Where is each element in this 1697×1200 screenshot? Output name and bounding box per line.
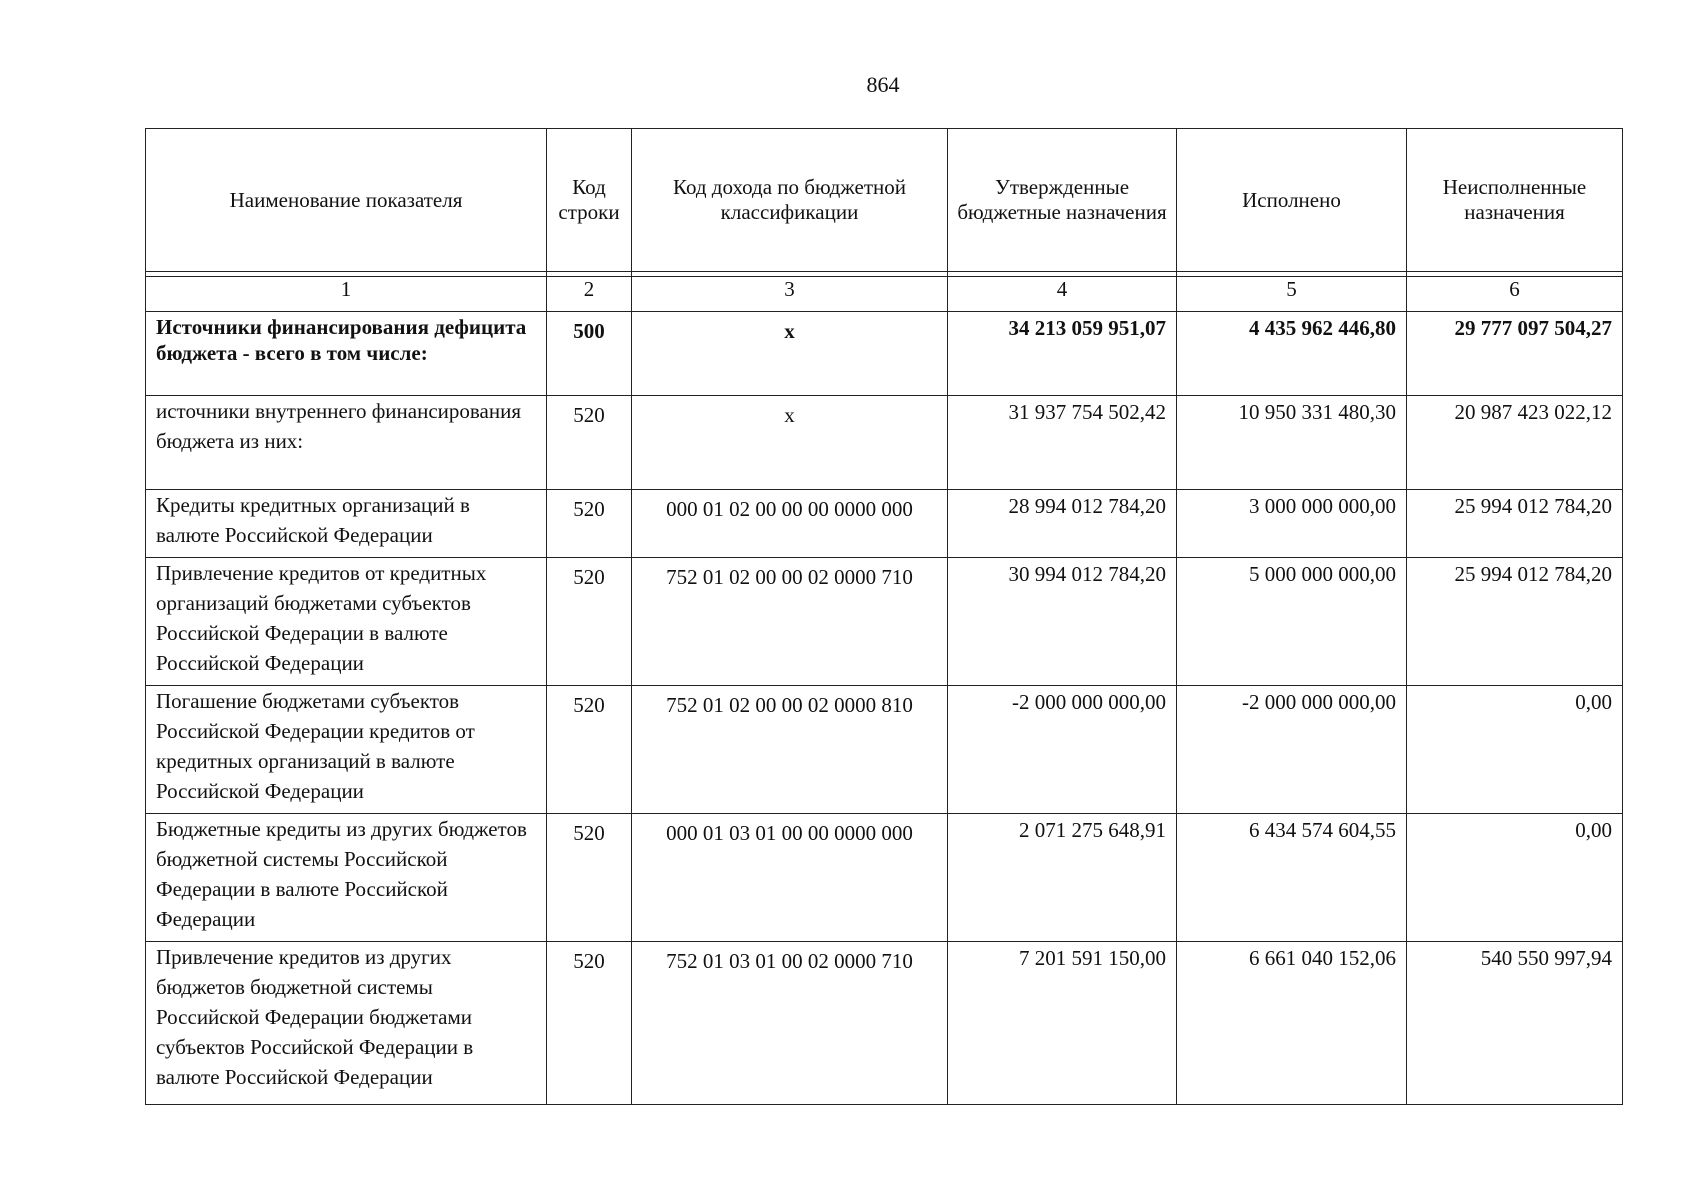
approved-amount: 28 994 012 784,20 [948,490,1177,558]
unexecuted-amount: 25 994 012 784,20 [1407,490,1623,558]
budget-sources-table [145,128,1623,1105]
unexecuted-amount: 29 777 097 504,27 [1407,312,1623,396]
header-executed: Исполнено [1177,129,1407,272]
unexecuted-amount: 0,00 [1407,686,1623,814]
indicator-name: Привлечение кредитов от кредитных организаций бюджетами субъектов Российской Федерации в валюте Российской Федерации [146,558,547,686]
header-row [146,129,1623,272]
executed-amount: 4 435 962 446,80 [1177,312,1407,396]
unexecuted-amount: 20 987 423 022,12 [1407,396,1623,490]
classification-code: 752 01 03 01 00 02 0000 710 [632,942,948,1105]
classification-code: 752 01 02 00 00 02 0000 810 [632,686,948,814]
line-code: 520 [547,814,632,942]
executed-amount: 3 000 000 000,00 [1177,490,1407,558]
unexecuted-amount: 0,00 [1407,814,1623,942]
header-indicator-name: Наименование показателя [146,129,547,272]
line-code: 520 [547,396,632,490]
classification-code: 000 01 02 00 00 00 0000 000 [632,490,948,558]
executed-amount: -2 000 000 000,00 [1177,686,1407,814]
table-row [146,558,1623,686]
indicator-name: Привлечение кредитов из других бюджетов бюджетной системы Российской Федерации бюджетами субъектов Российской Федерации в валюте Российской Федерации [146,942,547,1105]
column-number: 1 [146,277,547,312]
line-code: 500 [547,312,632,396]
column-number: 3 [632,277,948,312]
approved-amount: 30 994 012 784,20 [948,558,1177,686]
header-approved-assignments: Утвержденные бюджетные назначения [948,129,1177,272]
page-number: 864 [866,72,900,97]
indicator-name: Источники финансирования дефицита бюджета - всего в том числе: [146,312,547,396]
table-row [146,396,1623,490]
column-number: 2 [547,277,632,312]
table-row [146,686,1623,814]
executed-amount: 5 000 000 000,00 [1177,558,1407,686]
approved-amount: 31 937 754 502,42 [948,396,1177,490]
classification-code: 000 01 03 01 00 00 0000 000 [632,814,948,942]
approved-amount: 34 213 059 951,07 [948,312,1177,396]
table-row-total [146,312,1623,396]
classification-code: x [632,312,948,396]
line-code: 520 [547,942,632,1105]
line-code: 520 [547,686,632,814]
indicator-name: Бюджетные кредиты из других бюджетов бюджетной системы Российской Федерации в валюте Российской Федерации [146,814,547,942]
line-code: 520 [547,558,632,686]
table-row [146,490,1623,558]
indicator-name: источники внутреннего финансирования бюджета из них: [146,396,547,490]
table-row [146,814,1623,942]
indicator-name: Кредиты кредитных организаций в валюте Российской Федерации [146,490,547,558]
approved-amount: 2 071 275 648,91 [948,814,1177,942]
header-budget-classification-code: Код дохода по бюджетной классификации [632,129,948,272]
unexecuted-amount: 540 550 997,94 [1407,942,1623,1105]
classification-code: 752 01 02 00 00 02 0000 710 [632,558,948,686]
header-line-code: Код строки [547,129,632,272]
executed-amount: 10 950 331 480,30 [1177,396,1407,490]
executed-amount: 6 434 574 604,55 [1177,814,1407,942]
column-number: 5 [1177,277,1407,312]
approved-amount: 7 201 591 150,00 [948,942,1177,1105]
executed-amount: 6 661 040 152,06 [1177,942,1407,1105]
approved-amount: -2 000 000 000,00 [948,686,1177,814]
column-number: 4 [948,277,1177,312]
classification-code: x [632,396,948,490]
unexecuted-amount: 25 994 012 784,20 [1407,558,1623,686]
header-unexecuted-assignments: Неисполненные назначения [1407,129,1623,272]
table-row [146,942,1623,1105]
indicator-name: Погашение бюджетами субъектов Российской Федерации кредитов от кредитных организаций в валюте Российской Федерации [146,686,547,814]
column-number: 6 [1407,277,1623,312]
line-code: 520 [547,490,632,558]
column-number-row [146,277,1623,312]
